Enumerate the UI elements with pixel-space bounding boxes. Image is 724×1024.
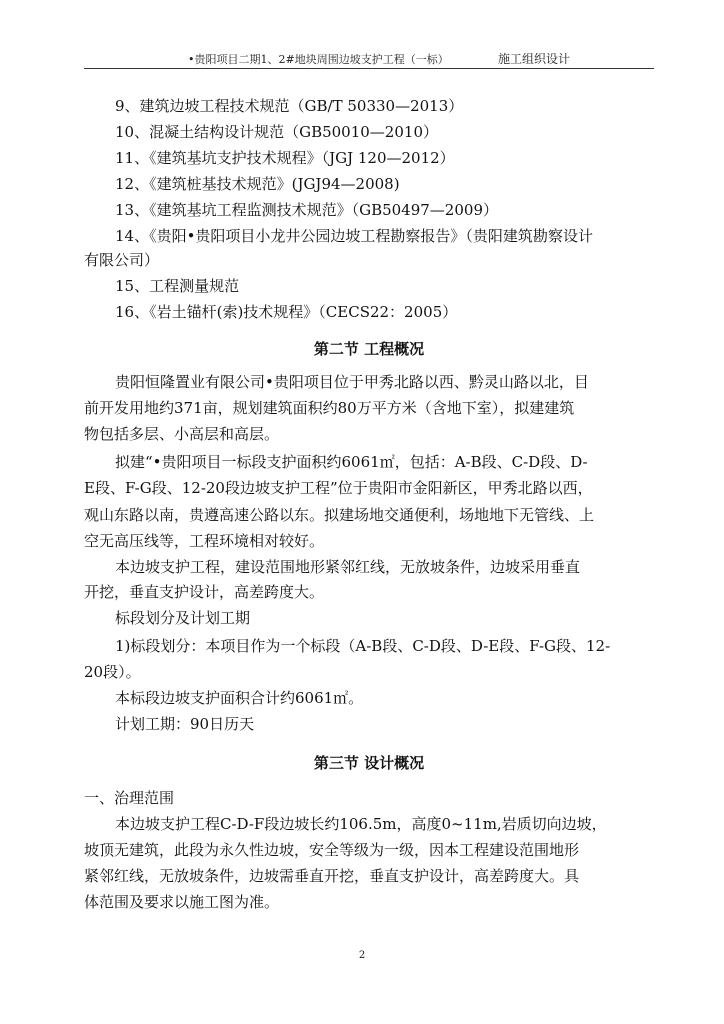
paragraph-line: 前开发用地约371亩，规划建筑面积约80万平方米（含地下室），拟建建筑 — [84, 399, 575, 417]
paragraph-line: 空无高压线等，工程环境相对较好。 — [84, 532, 325, 550]
paragraph-line: 本标段边坡支护面积合计约6061㎡。 — [115, 689, 364, 707]
paragraph-line: 计划工期：90日历天 — [115, 715, 255, 733]
paragraph-line: E段、F-G段、12-20段边坡支护工程”位于贵阳市金阳新区，甲秀北路以西， — [84, 479, 593, 497]
section-heading: 第三节 设计概况 — [313, 754, 425, 772]
page-header — [84, 44, 654, 69]
reference-item: 14、《贵阳•贵阳项目小龙井公园边坡工程勘察报告》（贵阳建筑勘察设计 — [115, 227, 593, 245]
paragraph-line: 20段）。 — [84, 663, 141, 681]
paragraph-line: 本边坡支护工程C-D-F段边坡长约106.5m，高度0~11m,岩质切向边坡， — [115, 815, 607, 833]
reference-item: 11、《建筑基坑支护技术规程》（JGJ 120—2012） — [115, 149, 455, 167]
page-number: 2 — [358, 950, 366, 961]
subheading: 一、治理范围 — [84, 789, 175, 807]
section-heading: 第二节 工程概况 — [313, 340, 425, 358]
paragraph-line: 1)标段划分：本项目作为一个标段（A-B段、C-D段、D-E段、F-G段、12- — [115, 637, 611, 655]
reference-item: 16、《岩土锚杆(索)技术规程》（CECS22：2005） — [115, 303, 458, 321]
header-left: •贵阳项目二期1、2#地块周围边坡支护工程（一标） — [188, 53, 449, 66]
paragraph-line: 贵阳恒隆置业有限公司•贵阳项目位于甲秀北路以西、黔灵山路以北，目 — [115, 373, 589, 391]
reference-item-continued: 有限公司） — [84, 251, 160, 269]
reference-item: 15、工程测量规范 — [115, 277, 240, 295]
paragraph-line: 标段划分及计划工期 — [115, 609, 251, 627]
paragraph-line: 体范围及要求以施工图为准。 — [84, 893, 280, 911]
paragraph-line: 本边坡支护工程，建设范围地形紧邻红线，无放坡条件，边坡采用垂直 — [115, 558, 581, 576]
reference-item: 13、《建筑基坑工程监测技术规范》（GB50497—2009） — [115, 201, 498, 219]
reference-item: 12、《建筑桩基技术规范》(JGJ94—2008) — [115, 175, 400, 193]
reference-item: 9、建筑边坡工程技术规范（GB/T 50330—2013） — [115, 97, 464, 115]
paragraph-line: 坡顶无建筑，此段为永久性边坡，安全等级为一级，因本工程建设范围地形 — [84, 841, 580, 859]
reference-item: 10、混凝土结构设计规范（GB50010—2010） — [115, 123, 438, 141]
paragraph-line: 紧邻红线，无放坡条件，边坡需垂直开挖，垂直支护设计，高差跨度大。具 — [84, 867, 580, 885]
paragraph-line: 物包括多层、小高层和高层。 — [84, 425, 280, 443]
header-right: 施工组织设计 — [498, 52, 571, 66]
paragraph-line: 拟建“•贵阳项目一标段支护面积约6061㎡，包括：A-B段、C-D段、D- — [115, 453, 588, 471]
paragraph-line: 观山东路以南，贵遵高速公路以东。拟建场地交通便利，场地地下无管线、上 — [84, 506, 595, 524]
paragraph-line: 开挖，垂直支护设计，高差跨度大。 — [84, 583, 325, 601]
